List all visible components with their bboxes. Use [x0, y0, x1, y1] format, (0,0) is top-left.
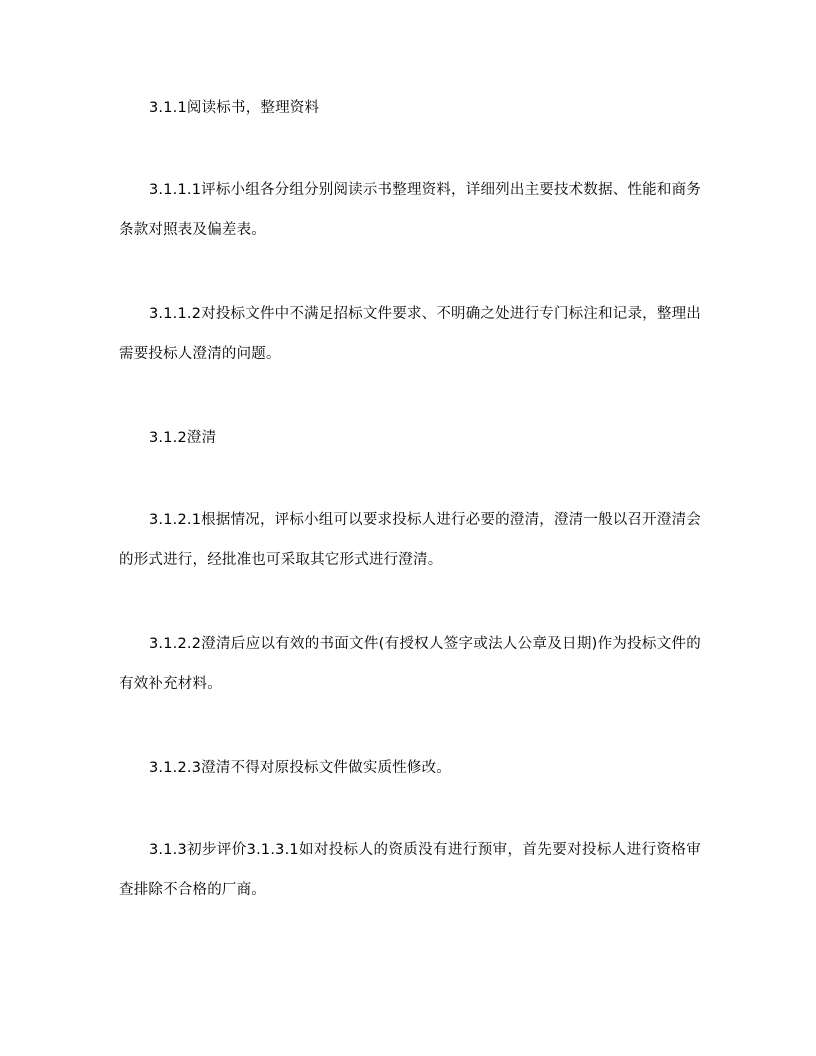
paragraph-3-1-2-1: 3.1.2.1根据情况，评标小组可以要求投标人进行必要的澄清，澄清一般以召开澄清会的形式进行，经批准也可采取其它形式进行澄清。 [119, 512, 701, 568]
heading-3-1-2: 3.1.2澄清 [149, 430, 217, 446]
paragraph-3-1-1-1: 3.1.1.1评标小组各分组分别阅读示书整理资料，详细列出主要技术数据、性能和商务条款对照表及偏差表。 [119, 182, 701, 238]
paragraph-3-1-3: 3.1.3初步评价3.1.3.1如对投标人的资质没有进行预审，首先要对投标人进行资格审查排除不合格的厂商。 [119, 842, 701, 898]
heading-3-1-1: 3.1.1阅读标书，整理资料 [149, 100, 320, 116]
paragraph-3-1-2-2: 3.1.2.2澄清后应以有效的书面文件(有授权人签字或法人公章及日期)作为投标文件的有效补充材料。 [119, 636, 701, 692]
paragraph-3-1-2-3: 3.1.2.3澄清不得对原投标文件做实质性修改。 [149, 760, 452, 776]
paragraph-3-1-1-2: 3.1.1.2对投标文件中不满足招标文件要求、不明确之处进行专门标注和记录，整理出需要投标人澄清的问题。 [119, 306, 701, 362]
